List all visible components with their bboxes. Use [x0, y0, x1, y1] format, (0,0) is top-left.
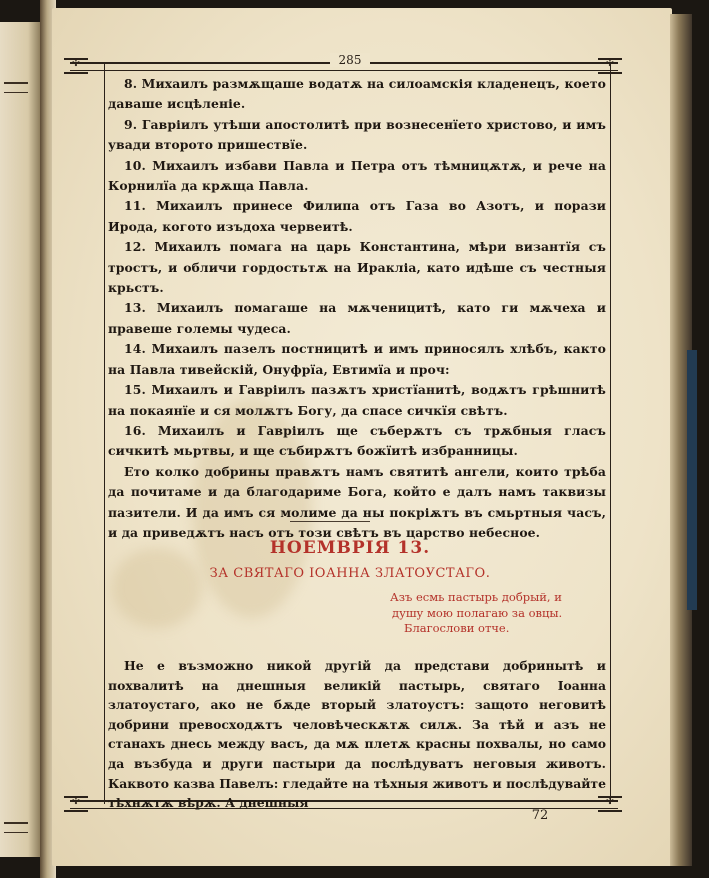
list-item: [108, 115, 606, 156]
epigraph-line: Азъ есмь пастырь добрый, и: [390, 590, 562, 604]
item-number: 8.: [124, 76, 138, 91]
list-item: [108, 196, 606, 237]
list-item: [108, 74, 606, 115]
corner-ornament: ✣: [598, 796, 622, 812]
item-number: 10.: [124, 157, 146, 173]
left-page-ornament: [4, 822, 28, 833]
item-text: Михаилъ пазелъ постницитѣ и имъ приносялъ хлѣбъ, както на Павла тивейскій, Онуфрїа, Евтимїа и проч:: [108, 341, 606, 377]
closing-paragraph: [108, 462, 606, 544]
item-text: Михаилъ и Гавріилъ ще съберѫтъ съ трѫбныя гласъ сичкитѣ мьртвы, и ще събирѫтъ божїитѣ избранницы.: [108, 422, 606, 459]
page-number-top: 285: [330, 53, 370, 67]
item-number: 15.: [124, 382, 146, 398]
item-number: 13.: [124, 300, 146, 316]
item-number: 16.: [124, 422, 146, 438]
list-item: [108, 421, 606, 462]
item-text: Михаилъ помагаше на мѫченицитѣ, като ги мѫчеха и правеше големы чудеса.: [108, 300, 606, 336]
item-text: Михаилъ размѫщаше водатѫ на силоамскія кладенецъ, което даваше исцѣленіе.: [108, 76, 606, 112]
epigraph-line: Благослови отче.: [404, 621, 510, 635]
numbered-list: [108, 74, 606, 543]
body-paragraph-text: Не е възможно никой другій да представи добринытѣ и похвалитѣ на днешныя великій пастырь, святаго Іоанна златоустаго, ако не бѫде вторый златоустъ: защото неговитѣ добрини превосходѫтъ человѣческѫтѫ силѫ. За тѣй и азъ не станахъ днесь между васъ, да мѫ плетѫ красны похвалы, но само да възбуда и други пастыри да послѣдуватъ неговыя животъ. Каквото казва Павелъ: гледайте на тѣхныя животъ и послѣдувайте тѣхнѫтѫ вѣрѫ. А днешныя: [108, 658, 606, 811]
item-text: Михаилъ и Гавріилъ пазѫтъ христїанитѣ, водѫтъ грѣшнитѣ на покаянїе и ся молѫтъ Богу, да спасе сичкїя свѣтъ.: [108, 382, 606, 418]
left-page-ornament: [4, 82, 28, 93]
body-paragraph: [108, 656, 606, 813]
item-number: 11.: [124, 198, 146, 214]
right-frame-rule: [610, 64, 611, 804]
item-number: 14.: [124, 341, 146, 357]
corner-ornament: ✣: [64, 796, 88, 812]
epigraph: [390, 590, 590, 637]
item-text: Михаилъ помага на царь Константина, мѣри византїя съ тростъ, и обличи гордостьтѫ на Иракліа, като идѣше съ честныя крьстъ.: [108, 239, 606, 296]
item-number: 12.: [124, 239, 146, 255]
list-item: [108, 339, 606, 380]
left-frame-rule: [104, 64, 105, 804]
item-text: Михаилъ принесе Филипа отъ Газа во Азотъ, и порази Ирода, когото изъдоха червеитѣ.: [108, 198, 607, 234]
section-subheading: ЗА СВЯТАГО ІОАННА ЗЛАТОУСТАГО.: [209, 566, 491, 581]
epigraph-line: душу мою полагаю за овцы.: [392, 605, 563, 620]
body-text: [108, 656, 606, 813]
page-number-bottom: 72: [531, 808, 549, 823]
corner-ornament: ✣: [598, 58, 622, 74]
closing-text: Ето колко добрины правѫтъ намъ святитѣ ангели, които трѣба да почитаме и да благодариме Бога, който е далъ намъ таквизы пазители. И да имъ ся молиме да ны покріѫтъ въ смьртныя часъ, и да приведѫтъ насъ отъ този свѣтъ въ царство небесное.: [108, 463, 606, 540]
item-text: Гавріилъ утѣши апостолитѣ при вознесенїето христово, и имъ увади второто пришествїе.: [108, 116, 607, 153]
section-heading: НОЕМВРІЯ 13.: [269, 538, 431, 558]
list-item: [108, 380, 606, 421]
item-number: 9.: [124, 116, 138, 132]
list-item: [108, 156, 606, 197]
cover-edge: [687, 350, 697, 610]
corner-ornament: ✣: [64, 58, 88, 74]
left-page-edge: [0, 22, 40, 857]
list-item: [108, 298, 606, 339]
item-text: Михаилъ избави Павла и Петра отъ тѣмницѫтѫ, и рече на Корнилїа да крѫща Павла.: [108, 157, 606, 194]
section-divider: [290, 521, 370, 522]
paper-stain: [112, 548, 202, 628]
list-item: [108, 237, 606, 298]
